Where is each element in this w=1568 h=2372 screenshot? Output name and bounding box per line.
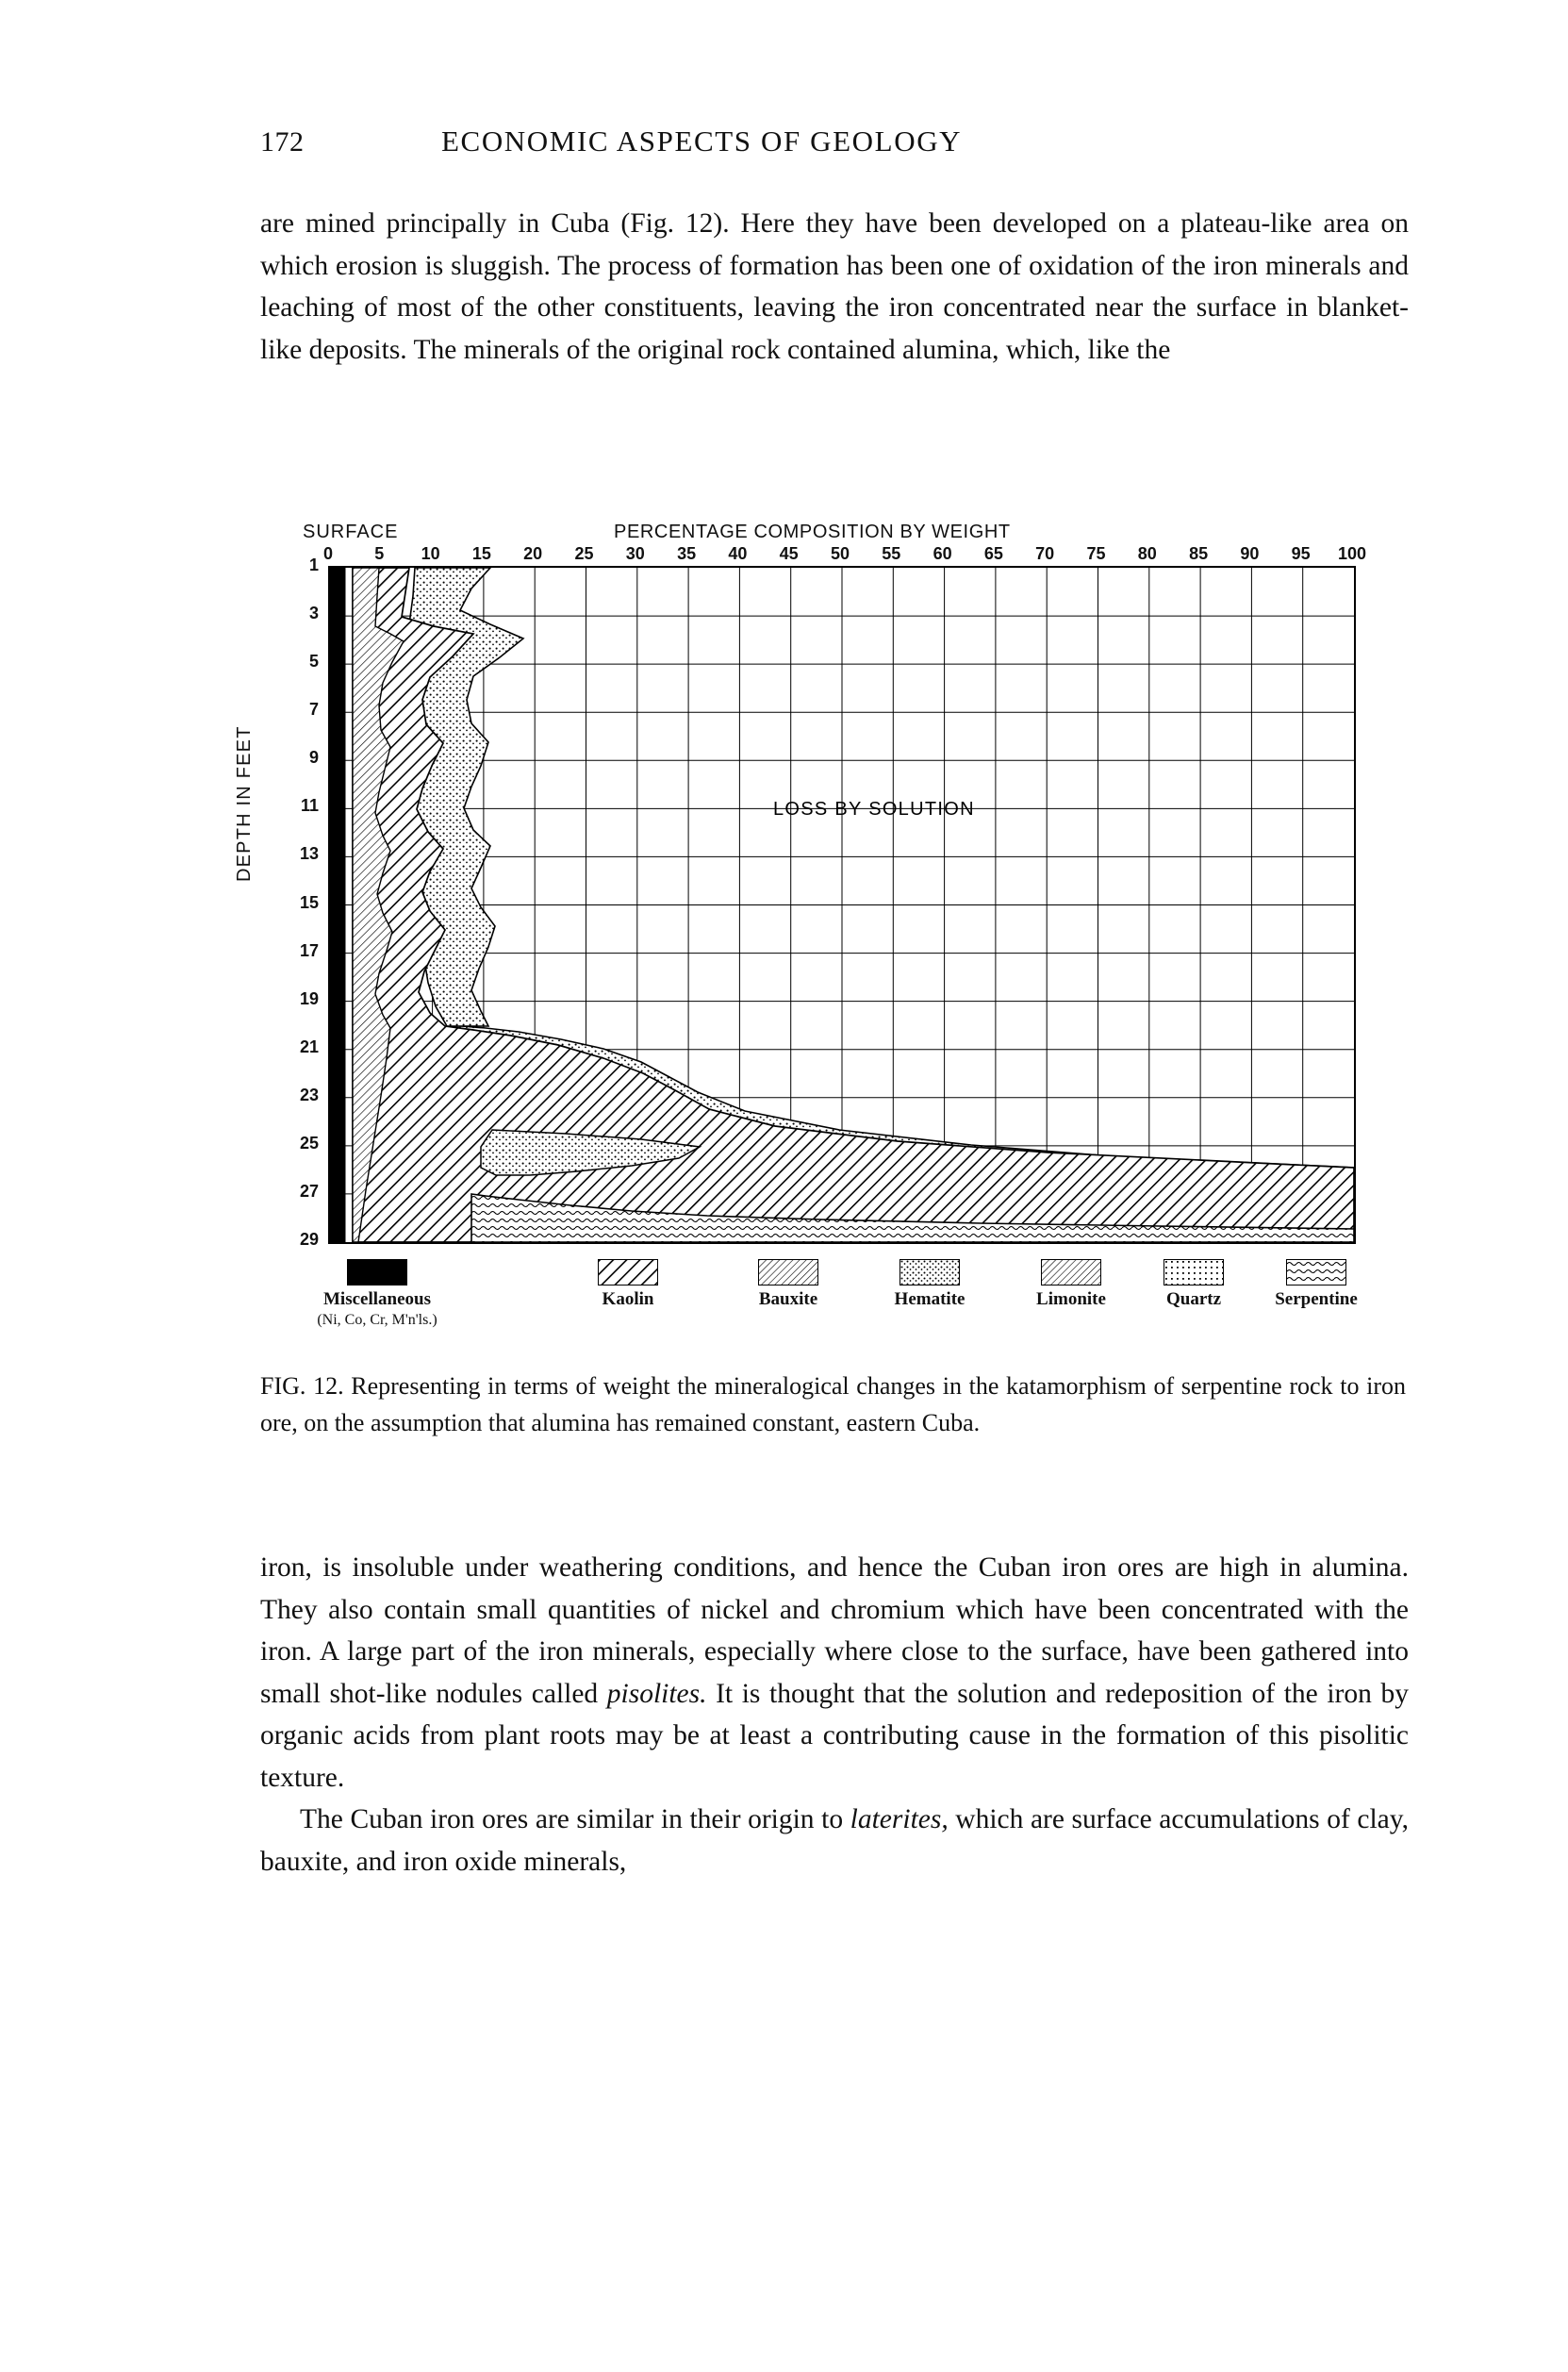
legend-swatch-cross-wave xyxy=(1286,1259,1346,1286)
x-tick-10: 10 xyxy=(421,544,440,563)
x-tick-20: 20 xyxy=(523,544,543,563)
legend-swatch-stipple xyxy=(900,1259,960,1286)
x-tick-30: 30 xyxy=(625,544,645,563)
x-tick-25: 25 xyxy=(574,544,594,563)
axis-label-percentage: PERCENTAGE COMPOSITION BY WEIGHT xyxy=(614,522,1011,542)
y-axis-ticks xyxy=(260,556,326,1249)
chart-annotation-loss: LOSS BY SOLUTION xyxy=(773,799,975,820)
para1-part-b: It is thought that the solution and redeposition of the iron by organic acids from plant roots may be at least a contributing cause in the formation of this pisolitic texture. xyxy=(260,1678,1409,1793)
para2-part-a: The Cuban iron ores are similar in their origin to xyxy=(300,1804,850,1834)
term-pisolites: pisolites. xyxy=(606,1678,707,1709)
x-tick-80: 80 xyxy=(1137,544,1157,563)
x-tick-70: 70 xyxy=(1035,544,1055,563)
y-tick-11: 11 xyxy=(300,796,319,816)
y-tick-15: 15 xyxy=(299,892,319,912)
x-tick-50: 50 xyxy=(830,544,850,563)
x-tick-100: 100 xyxy=(1337,544,1367,563)
legend-label: Bauxite xyxy=(758,1289,818,1309)
y-tick-17: 17 xyxy=(299,940,319,960)
chart-svg xyxy=(330,568,1354,1242)
chart-legend xyxy=(317,1259,1411,1344)
legend-sublabel: (Ni, Co, Cr, M'n'ls.) xyxy=(317,1312,437,1328)
legend-label: Limonite xyxy=(1036,1289,1106,1309)
para1-part-a: iron, is insoluble under weathering conditions, and hence the Cuban iron ores are high in alumina. They also contain small quantities of nickel and chromium which have been concentrated with the iron. A large part of the iron minerals, especially where close to the surface, have been gathered into small shot-like nodules called xyxy=(260,1552,1409,1709)
x-tick-35: 35 xyxy=(677,544,697,563)
legend-swatch-diagonal-hatch xyxy=(598,1259,658,1286)
x-tick-0: 0 xyxy=(322,544,333,563)
area-miscellaneous xyxy=(330,568,345,1242)
term-laterites: laterites, xyxy=(850,1804,949,1834)
axis-label-surface: SURFACE xyxy=(303,522,399,542)
legend-swatch-dot-grid xyxy=(1164,1259,1224,1286)
body-text-bottom xyxy=(260,1547,1409,1883)
x-tick-40: 40 xyxy=(728,544,748,563)
caption-text: Representing in terms of weight the mineralogical changes in the katamorphism of serpentine rock to iron ore, on the assumption that alumina has remained constant, eastern Cuba. xyxy=(260,1372,1407,1436)
x-tick-90: 90 xyxy=(1240,544,1260,563)
y-tick-13: 13 xyxy=(299,844,319,864)
legend-swatch-fine-hatch xyxy=(1041,1259,1101,1286)
legend-item-limonite xyxy=(1000,1259,1142,1310)
page-number: 172 xyxy=(260,126,305,158)
y-tick-27: 27 xyxy=(299,1181,319,1201)
legend-label: Serpentine xyxy=(1275,1289,1358,1309)
y-tick-9: 9 xyxy=(308,748,319,768)
y-tick-5: 5 xyxy=(308,652,319,672)
legend-swatch-solid-black xyxy=(347,1259,407,1286)
y-tick-19: 19 xyxy=(299,988,319,1008)
legend-label: Hematite xyxy=(894,1289,966,1309)
figure-12 xyxy=(234,514,1411,1457)
para2-part-b: which are surface accumulations of clay, bauxite, and iron oxide minerals, xyxy=(260,1804,1409,1877)
y-tick-23: 23 xyxy=(299,1085,319,1104)
x-tick-5: 5 xyxy=(374,544,385,563)
x-tick-45: 45 xyxy=(779,544,799,563)
legend-label: Kaolin xyxy=(602,1289,654,1309)
x-tick-55: 55 xyxy=(882,544,901,563)
legend-item-kaolin xyxy=(557,1259,699,1310)
x-axis-ticks xyxy=(260,544,1411,565)
x-tick-95: 95 xyxy=(1291,544,1311,563)
body-text-top xyxy=(260,203,1409,371)
running-head xyxy=(260,121,1392,168)
y-tick-25: 25 xyxy=(299,1133,319,1153)
legend-label: Quartz xyxy=(1165,1289,1222,1309)
legend-item-hematite xyxy=(859,1259,1000,1310)
legend-item-serpentine xyxy=(1246,1259,1387,1310)
legend-label: Miscellaneous xyxy=(323,1289,431,1309)
x-tick-15: 15 xyxy=(471,544,491,563)
legend-item-quartz xyxy=(1123,1259,1264,1310)
legend-item-bauxite xyxy=(718,1259,859,1310)
y-tick-3: 3 xyxy=(308,604,319,623)
paragraph-iron xyxy=(260,1547,1409,1799)
y-tick-7: 7 xyxy=(308,700,319,720)
chart-plot-area xyxy=(328,566,1356,1244)
x-tick-85: 85 xyxy=(1189,544,1209,563)
legend-item-miscellaneous xyxy=(306,1259,448,1329)
figure-caption xyxy=(260,1368,1406,1441)
axis-label-depth: DEPTH IN FEET xyxy=(234,725,255,882)
caption-number: FIG. 12. xyxy=(260,1372,344,1400)
book-title: ECONOMIC ASPECTS OF GEOLOGY xyxy=(441,124,963,158)
paragraph-laterites xyxy=(260,1799,1409,1883)
x-tick-75: 75 xyxy=(1086,544,1106,563)
y-tick-21: 21 xyxy=(299,1037,319,1056)
x-tick-60: 60 xyxy=(933,544,952,563)
x-tick-65: 65 xyxy=(983,544,1003,563)
y-tick-1: 1 xyxy=(308,556,319,574)
paragraph-continued: are mined principally in Cuba (Fig. 12). Here they have been developed on a plateau-like area on which erosion is sluggish. The process of formation has been one of oxidation of the iron minerals and leaching of most of the other constituents, leaving the iron concentrated near the surface in blanket-like deposits. The minerals of the original rock contained alumina, which, like the xyxy=(260,208,1409,365)
legend-swatch-fine-hatch xyxy=(758,1259,818,1286)
y-tick-29: 29 xyxy=(299,1230,319,1249)
